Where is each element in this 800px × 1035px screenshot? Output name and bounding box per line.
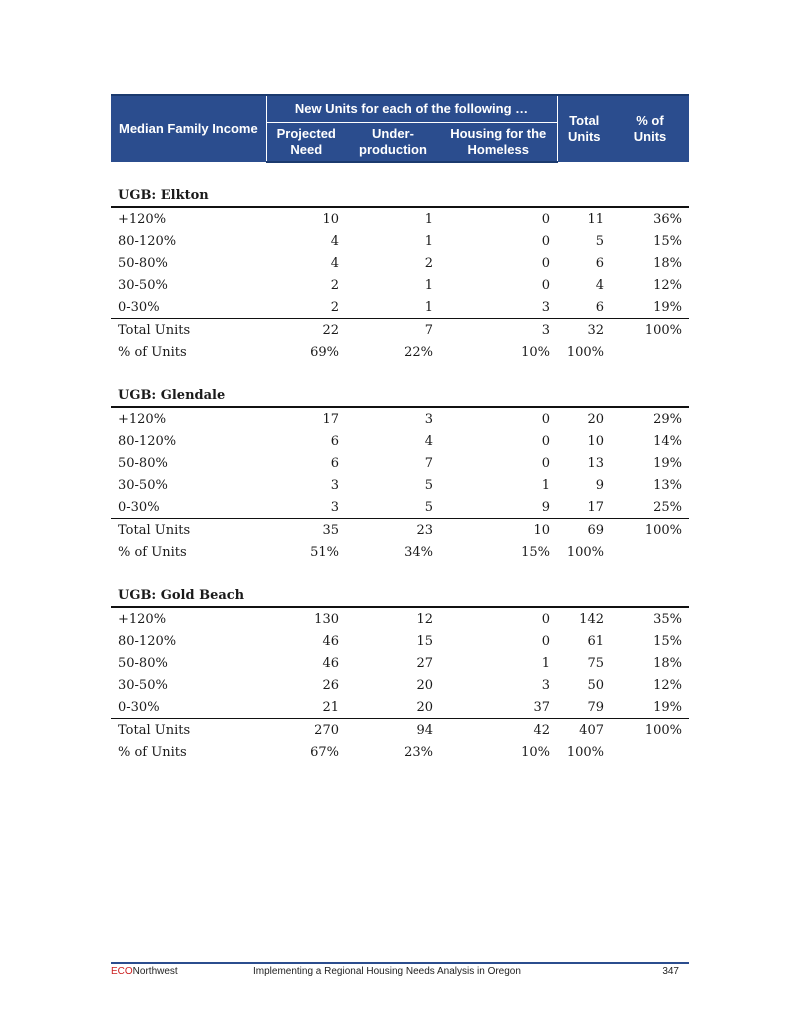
table-cell: 7 bbox=[424, 322, 433, 338]
table-cell: 2 bbox=[330, 277, 339, 293]
table-cell: 46 bbox=[322, 633, 339, 649]
column-header-line: production bbox=[359, 142, 427, 157]
table-cell: 34% bbox=[404, 544, 433, 560]
table-cell: 22 bbox=[322, 322, 339, 338]
table-row bbox=[111, 519, 689, 542]
housing-units-table bbox=[111, 94, 689, 763]
table-cell: 0 bbox=[541, 211, 550, 227]
column-header-line: Under- bbox=[372, 126, 414, 141]
table-row bbox=[111, 741, 689, 763]
table-cell: 32 bbox=[587, 322, 604, 338]
table-cell: 5 bbox=[424, 477, 433, 493]
table-cell: 18% bbox=[653, 655, 682, 671]
page-footer bbox=[111, 966, 689, 980]
table-cell: 4 bbox=[330, 255, 339, 271]
table-cell: 37 bbox=[440, 696, 557, 719]
table-cell: 27 bbox=[416, 655, 433, 671]
table-cell: 407 bbox=[579, 722, 604, 738]
table-row bbox=[111, 207, 689, 230]
table-cell: 0 bbox=[541, 433, 550, 449]
table-cell: 100% bbox=[566, 344, 604, 360]
brand-prefix: ECO bbox=[111, 966, 133, 977]
section-title-row bbox=[111, 385, 689, 407]
table-cell: 25% bbox=[611, 496, 689, 519]
table-cell: 100% bbox=[566, 544, 604, 560]
table-cell: 69% bbox=[310, 344, 339, 360]
group-header: New Units for each of the following … bbox=[266, 95, 557, 123]
table-cell: 9 bbox=[595, 477, 604, 493]
table-header bbox=[111, 95, 689, 162]
table-row bbox=[111, 407, 689, 430]
table-cell: 67% bbox=[310, 744, 339, 760]
table-cell: 26 bbox=[322, 677, 339, 693]
table-cell: 0 bbox=[541, 255, 550, 271]
table-cell: 12 bbox=[416, 611, 433, 627]
table-cell: 0 bbox=[541, 277, 550, 293]
footer-divider bbox=[111, 962, 689, 964]
row-label: % of Units bbox=[118, 544, 187, 560]
row-label: +120% bbox=[118, 211, 167, 227]
row-label: Total Units bbox=[118, 522, 191, 538]
table-cell: 100% bbox=[644, 722, 682, 738]
table-cell: 42 bbox=[533, 722, 550, 738]
table-cell: 9 bbox=[440, 496, 557, 519]
table-cell: 1 bbox=[541, 477, 550, 493]
table-row bbox=[111, 630, 689, 652]
table-cell: 4 bbox=[424, 433, 433, 449]
table-cell: 142 bbox=[579, 611, 604, 627]
table-cell: 61 bbox=[587, 633, 604, 649]
column-header-line: Projected bbox=[276, 126, 336, 141]
footer-title: Implementing a Regional Housing Needs Analysis in Oregon bbox=[253, 966, 521, 977]
table-cell: 19% bbox=[611, 296, 689, 319]
table-cell: 14% bbox=[653, 433, 682, 449]
table-cell: 13% bbox=[653, 477, 682, 493]
row-label: % of Units bbox=[118, 344, 187, 360]
row-label: 0-30% bbox=[111, 296, 266, 319]
table-row bbox=[111, 274, 689, 296]
table-cell: 15% bbox=[653, 633, 682, 649]
section-title-row bbox=[111, 185, 689, 207]
table-cell: 3 bbox=[541, 322, 550, 338]
column-header-total-units bbox=[557, 95, 611, 162]
row-label-header: Median Family Income bbox=[111, 95, 266, 162]
column-header-line: Total bbox=[569, 113, 600, 128]
column-header-line: Homeless bbox=[467, 142, 529, 157]
table-cell: 51% bbox=[310, 544, 339, 560]
row-label: % of Units bbox=[118, 744, 187, 760]
table-cell: 36% bbox=[653, 211, 682, 227]
table-cell: 0 bbox=[541, 611, 550, 627]
table-cell: 22% bbox=[404, 344, 433, 360]
column-header-percent-of-units bbox=[611, 95, 689, 162]
row-label: 30-50% bbox=[118, 477, 168, 493]
table-cell: 270 bbox=[314, 722, 339, 738]
table-cell: 35 bbox=[322, 522, 339, 538]
table-cell bbox=[611, 341, 689, 363]
table-cell: 15% bbox=[521, 544, 550, 560]
table-cell: 19% bbox=[653, 455, 682, 471]
table-row bbox=[111, 341, 689, 363]
table-cell: 100% bbox=[644, 522, 682, 538]
table-row bbox=[111, 607, 689, 630]
table-cell: 21 bbox=[266, 696, 346, 719]
section-spacer bbox=[111, 563, 689, 585]
row-label: 0-30% bbox=[111, 496, 266, 519]
table-cell: 3 bbox=[541, 677, 550, 693]
table-cell: 94 bbox=[416, 722, 433, 738]
table-cell: 6 bbox=[557, 296, 611, 319]
row-label: Total Units bbox=[118, 322, 191, 338]
table-cell: 19% bbox=[611, 696, 689, 719]
table-cell: 12% bbox=[653, 277, 682, 293]
table-cell: 17 bbox=[322, 411, 339, 427]
table-cell: 6 bbox=[330, 455, 339, 471]
table-cell: 18% bbox=[653, 255, 682, 271]
table-row bbox=[111, 430, 689, 452]
row-label: 50-80% bbox=[118, 655, 168, 671]
column-header-line: % of bbox=[636, 113, 664, 128]
table-cell: 0 bbox=[541, 411, 550, 427]
table-cell: 35% bbox=[653, 611, 682, 627]
table-cell: 1 bbox=[346, 296, 440, 319]
table-cell: 2 bbox=[266, 296, 346, 319]
table-cell: 3 bbox=[330, 477, 339, 493]
section-title-row bbox=[111, 585, 689, 607]
table-cell: 130 bbox=[314, 611, 339, 627]
column-header-underproduction bbox=[346, 123, 440, 163]
table-cell: 29% bbox=[653, 411, 682, 427]
row-label: 30-50% bbox=[118, 277, 168, 293]
table-cell: 4 bbox=[595, 277, 604, 293]
column-header-line: Housing for the bbox=[450, 126, 547, 141]
table-cell: 23% bbox=[404, 744, 433, 760]
row-label: 80-120% bbox=[118, 633, 177, 649]
table-cell: 15% bbox=[653, 233, 682, 249]
section-spacer bbox=[111, 162, 689, 185]
column-header-line: Units bbox=[633, 129, 667, 144]
table-cell: 10% bbox=[521, 744, 550, 760]
table-cell: 0 bbox=[541, 455, 550, 471]
table-row bbox=[111, 474, 689, 496]
table-row bbox=[111, 719, 689, 742]
table-cell: 3 bbox=[440, 296, 557, 319]
page-number: 347 bbox=[662, 966, 679, 977]
table-row bbox=[111, 296, 689, 319]
brand-suffix: Northwest bbox=[132, 966, 178, 977]
table-cell bbox=[611, 741, 689, 763]
table-cell: 15 bbox=[416, 633, 433, 649]
column-header-homeless bbox=[440, 123, 557, 163]
table-cell: 10 bbox=[322, 211, 339, 227]
table-cell: 10 bbox=[533, 522, 550, 538]
table-cell: 10 bbox=[587, 433, 604, 449]
table-cell: 100% bbox=[644, 322, 682, 338]
table-row bbox=[111, 696, 689, 719]
table-cell: 5 bbox=[595, 233, 604, 249]
table-cell: 5 bbox=[346, 496, 440, 519]
table-row bbox=[111, 541, 689, 563]
table-row bbox=[111, 496, 689, 519]
table-cell: 1 bbox=[424, 277, 433, 293]
table-cell: 46 bbox=[322, 655, 339, 671]
section-spacer bbox=[111, 363, 689, 385]
section-title: UGB: Elkton bbox=[111, 185, 689, 207]
table-cell: 4 bbox=[330, 233, 339, 249]
table-cell: 7 bbox=[424, 455, 433, 471]
table-cell: 0 bbox=[541, 233, 550, 249]
row-label: 50-80% bbox=[118, 455, 168, 471]
table-cell: 2 bbox=[424, 255, 433, 271]
table-cell: 79 bbox=[557, 696, 611, 719]
table-cell: 69 bbox=[587, 522, 604, 538]
brand-logo-text bbox=[111, 966, 178, 977]
column-header-line: Units bbox=[568, 129, 601, 144]
row-label: +120% bbox=[118, 411, 167, 427]
table-cell: 17 bbox=[557, 496, 611, 519]
table-cell: 3 bbox=[266, 496, 346, 519]
table-row bbox=[111, 230, 689, 252]
table-body bbox=[111, 162, 689, 763]
table-cell: 11 bbox=[587, 211, 604, 227]
table-row bbox=[111, 674, 689, 696]
table-cell: 23 bbox=[416, 522, 433, 538]
table-row bbox=[111, 652, 689, 674]
row-label: 80-120% bbox=[118, 233, 177, 249]
table-cell: 6 bbox=[595, 255, 604, 271]
row-label: 80-120% bbox=[118, 433, 177, 449]
table-cell: 1 bbox=[424, 233, 433, 249]
table-row bbox=[111, 252, 689, 274]
table-cell bbox=[611, 541, 689, 563]
table-cell: 75 bbox=[587, 655, 604, 671]
table-cell: 13 bbox=[587, 455, 604, 471]
table-row bbox=[111, 319, 689, 342]
row-label: Total Units bbox=[118, 722, 191, 738]
table-cell: 20 bbox=[346, 696, 440, 719]
row-label: 30-50% bbox=[118, 677, 168, 693]
table-cell: 20 bbox=[416, 677, 433, 693]
section-title: UGB: Glendale bbox=[111, 385, 689, 407]
column-header-line: Need bbox=[290, 142, 323, 157]
table-cell: 10% bbox=[521, 344, 550, 360]
table-row bbox=[111, 452, 689, 474]
table-cell: 6 bbox=[330, 433, 339, 449]
row-label: +120% bbox=[118, 611, 167, 627]
table-cell: 1 bbox=[424, 211, 433, 227]
section-title: UGB: Gold Beach bbox=[111, 585, 689, 607]
table-cell: 3 bbox=[424, 411, 433, 427]
table-cell: 0 bbox=[541, 633, 550, 649]
column-header-projected-need bbox=[266, 123, 346, 163]
table-cell: 100% bbox=[566, 744, 604, 760]
table-cell: 20 bbox=[587, 411, 604, 427]
table-cell: 50 bbox=[587, 677, 604, 693]
table-cell: 12% bbox=[653, 677, 682, 693]
table-cell: 1 bbox=[541, 655, 550, 671]
row-label: 50-80% bbox=[118, 255, 168, 271]
row-label: 0-30% bbox=[111, 696, 266, 719]
